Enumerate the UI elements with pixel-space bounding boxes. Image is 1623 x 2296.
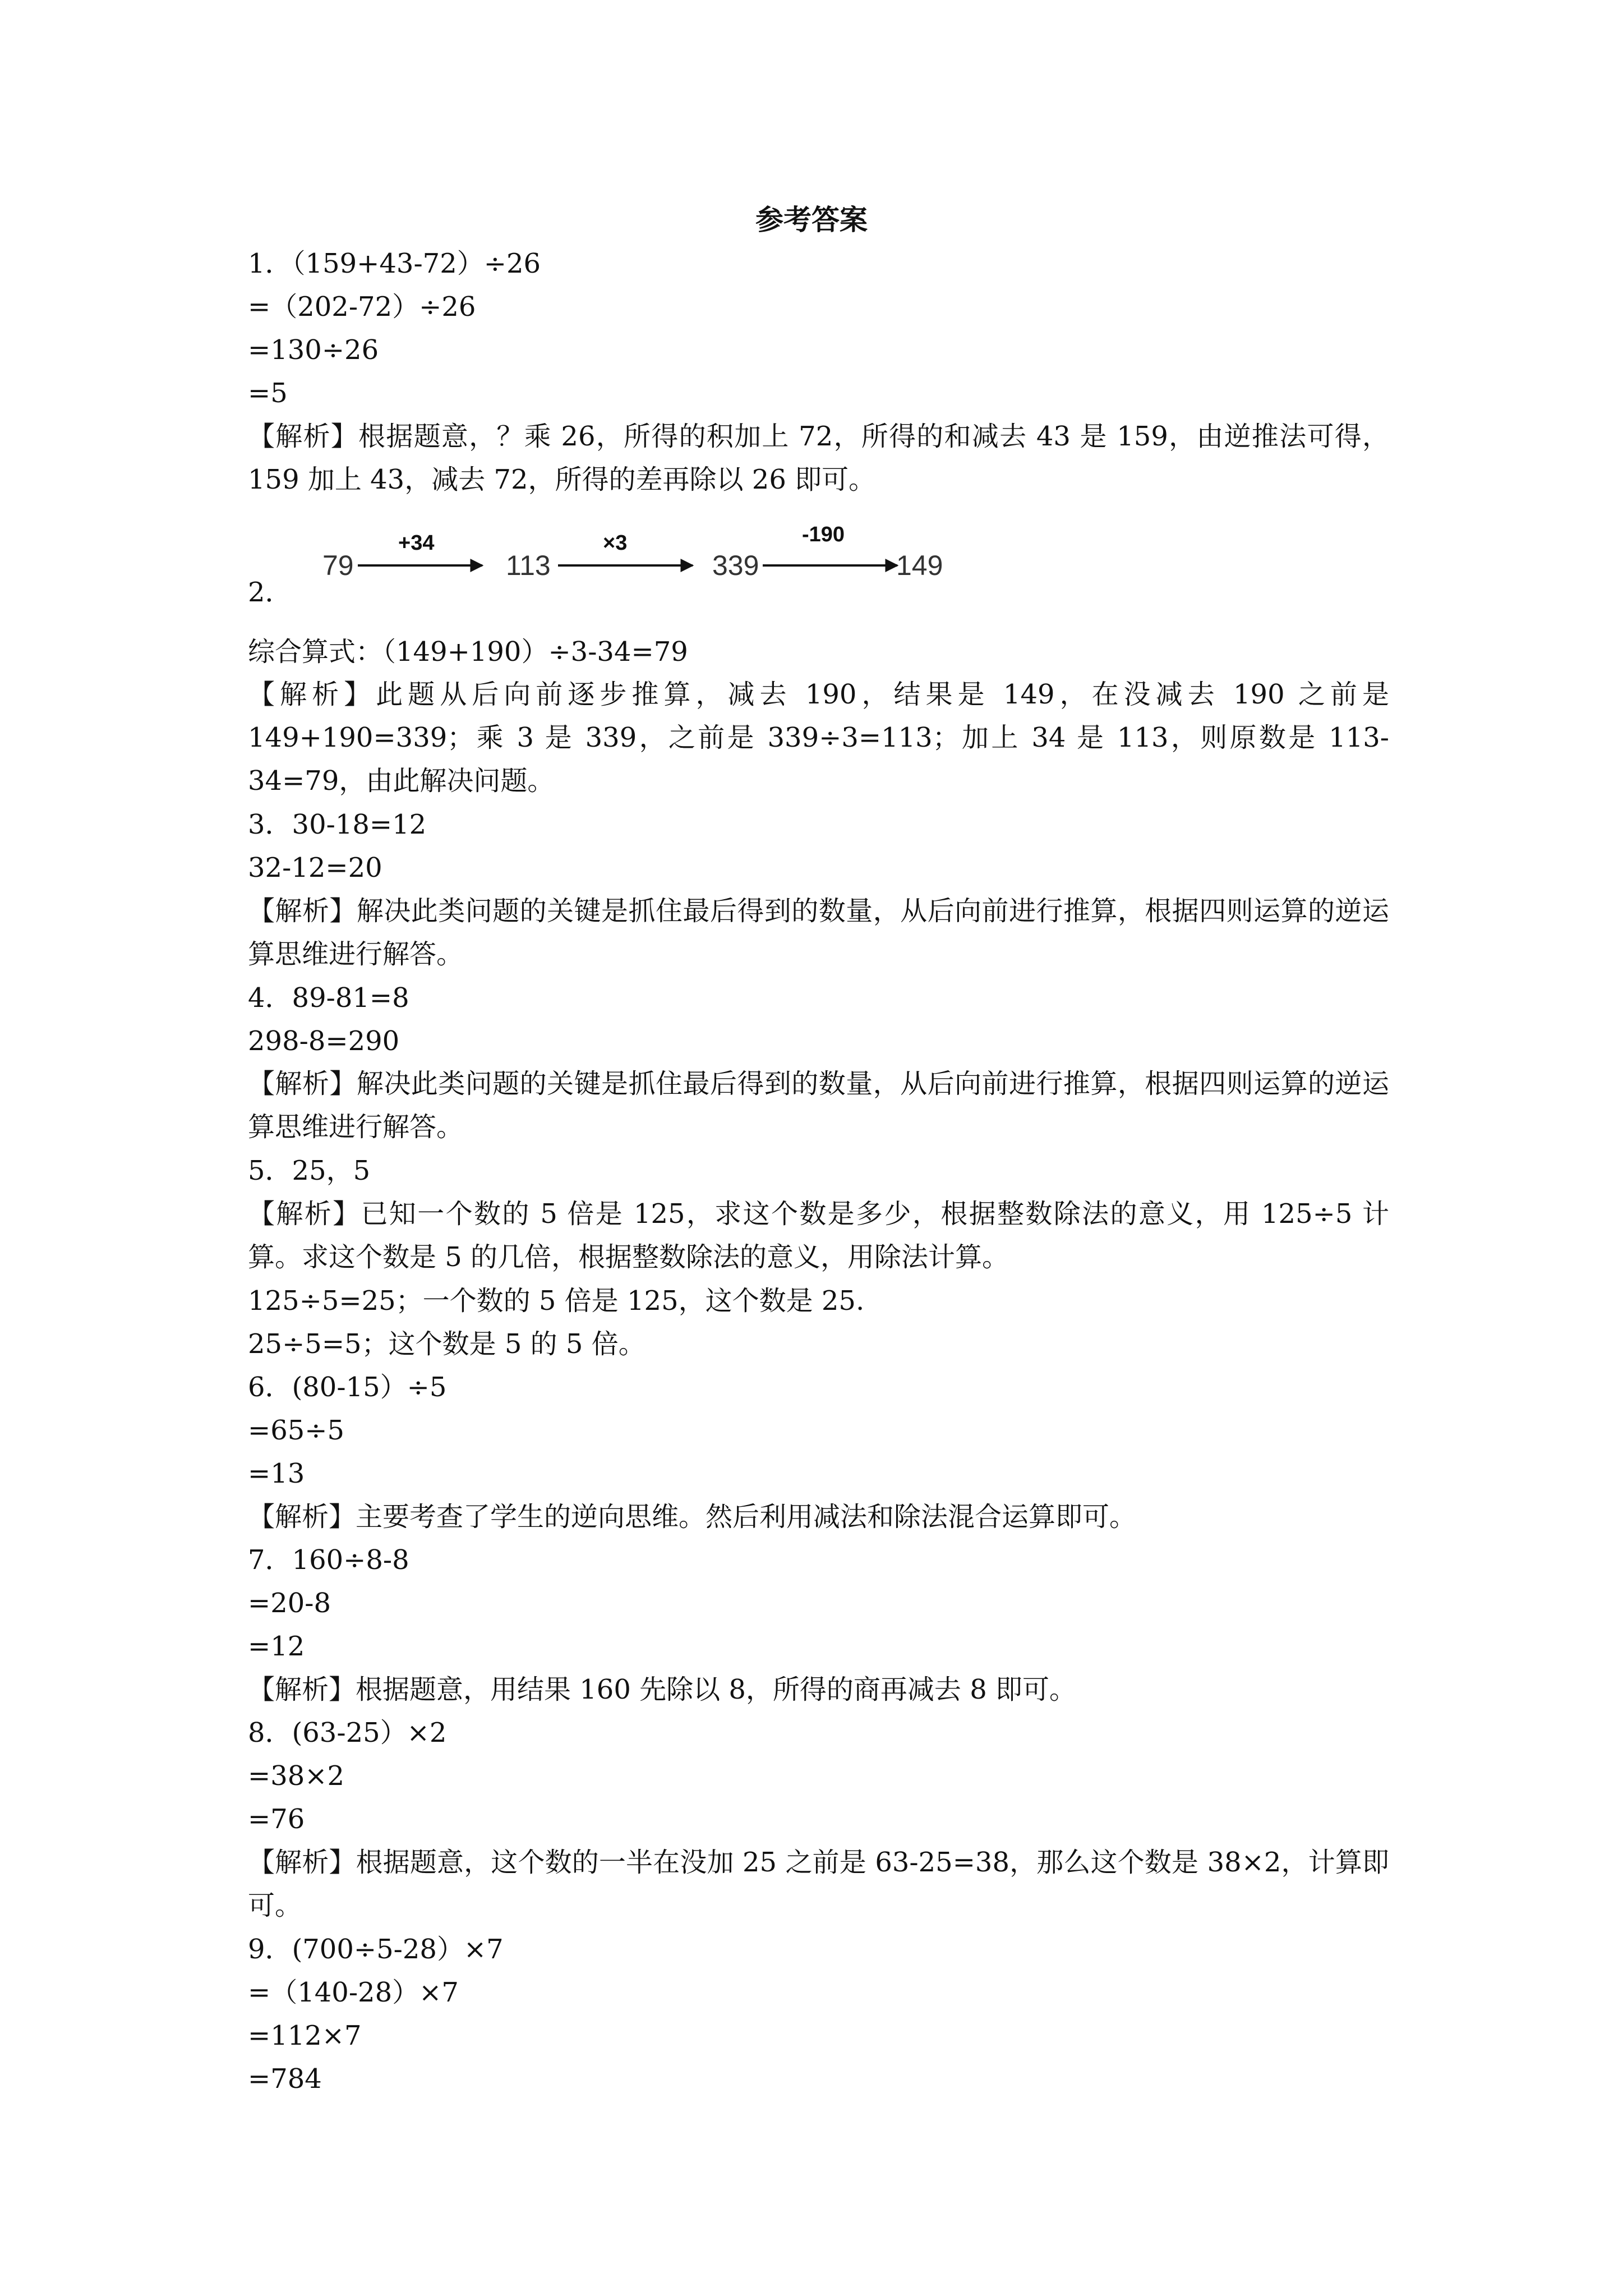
answer-7-line-2: =20-8 [248, 1588, 331, 1619]
answer-4-line-1: 4．89-81=8 [248, 982, 409, 1014]
answer-9-line-4: =784 [248, 2063, 322, 2095]
answer-2-number: 2． [248, 577, 292, 608]
answer-1-line-4: =5 [248, 378, 288, 409]
answer-5-line-2: 125÷5=25；一个数的 5 倍是 125，这个数是 25. [248, 1285, 865, 1317]
diagram-number-113: 113 [506, 550, 551, 581]
answer-4-line-2: 298-8=290 [248, 1025, 400, 1057]
answer-1-line-2: =（202-72）÷26 [248, 291, 476, 323]
answer-1-analysis: 【解析】根据题意，？乘 26，所得的积加上 72，所得的和减去 43 是 159，由逆推法可得，159 加上 43，减去 72，所得的差再除以 26 即可。 [248, 421, 1389, 495]
answer-5-analysis: 【解析】已知一个数的 5 倍是 125，求这个数是多少，根据整数除法的意义，用 125÷5 计算。求这个数是 5 的几倍，根据整数除法的意义，用除法计算。 [248, 1198, 1389, 1273]
answer-9-line-2: =（140-28）×7 [248, 1977, 459, 2008]
diagram-op-minus-190: -190 [802, 524, 845, 546]
answer-6-line-1: 6．(80-15）÷5 [248, 1372, 447, 1403]
answer-3-analysis: 【解析】解决此类问题的关键是抓住最后得到的数量，从后向前进行推算，根据四则运算的逆运算思维进行解答。 [248, 895, 1389, 970]
answer-8-line-3: =76 [248, 1803, 305, 1835]
answer-1-line-1: 1．（159+43-72）÷26 [248, 248, 541, 279]
answer-6-analysis: 【解析】主要考查了学生的逆向思维。然后利用减法和除法混合运算即可。 [248, 1501, 1137, 1533]
reverse-calculation-diagram [303, 524, 976, 597]
answer-7-line-1: 7．160÷8-8 [248, 1544, 409, 1576]
answer-7-analysis: 【解析】根据题意，用结果 160 先除以 8，所得的商再减去 8 即可。 [248, 1674, 1076, 1705]
answer-3-line-1: 3．30-18=12 [248, 809, 427, 840]
answer-9-line-1: 9．(700÷5-28）×7 [248, 1934, 504, 1965]
answer-8-line-2: =38×2 [248, 1760, 345, 1792]
answer-5-line-3: 25÷5=5；这个数是 5 的 5 倍。 [248, 1328, 645, 1360]
answer-6-line-3: =13 [248, 1458, 305, 1489]
answer-4-analysis: 【解析】解决此类问题的关键是抓住最后得到的数量，从后向前进行推算，根据四则运算的逆运算思维进行解答。 [248, 1068, 1389, 1143]
page-title: 参考答案 [755, 204, 868, 236]
answer-8-line-1: 8．(63-25）×2 [248, 1717, 447, 1749]
answer-3-line-2: 32-12=20 [248, 852, 382, 884]
diagram-op-plus-34: +34 [398, 531, 435, 555]
diagram-op-times-3: ×3 [603, 531, 628, 555]
answer-1-line-3: =130÷26 [248, 334, 379, 366]
answer-8-analysis: 【解析】根据题意，这个数的一半在没加 25 之前是 63-25=38，那么这个数是 38×2，计算即可。 [248, 1847, 1389, 1921]
answer-9-line-3: =112×7 [248, 2020, 362, 2051]
diagram-number-339: 339 [712, 550, 759, 581]
answer-6-line-2: =65÷5 [248, 1415, 345, 1446]
answer-2-analysis: 【解析】此题从后向前逐步推算，减去 190，结果是 149，在没减去 190 之前是 149+190=339；乘 3 是 339，之前是 339÷3=113；加上 34 是 113，则原数是 113-34=79，由此解决问题。 [248, 679, 1389, 797]
answer-7-line-3: =12 [248, 1631, 305, 1662]
answer-2-formula: 综合算式：（149+190）÷3-34=79 [248, 636, 688, 668]
diagram-number-79: 79 [322, 550, 354, 581]
diagram-number-149: 149 [896, 550, 943, 581]
answer-5-line-1: 5．25，5 [248, 1155, 371, 1186]
